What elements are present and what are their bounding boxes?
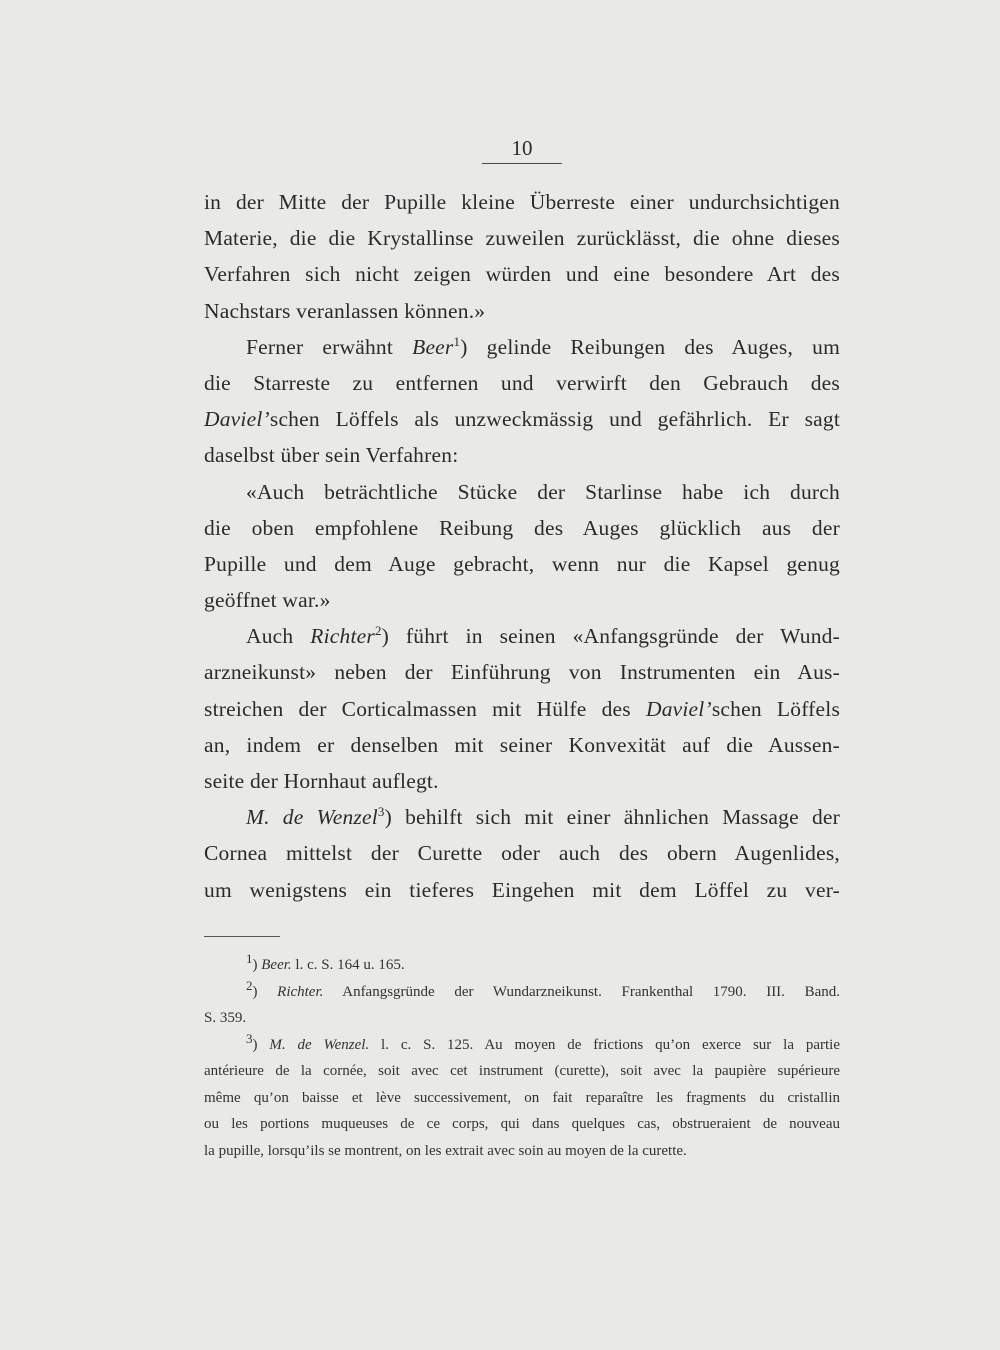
text-line: Pupille und dem Auge gebracht, wenn nur die Kapsel genug [204, 551, 840, 576]
text-run: Ferner erwähnt [246, 334, 413, 359]
text-line: daselbst über sein Verfahren: [204, 443, 459, 468]
footnote-3-cont: même qu’on baisse et lève successivement, on fait reparaître les fragments du cristallin [204, 1089, 840, 1106]
footnote-1 [204, 952, 840, 979]
footnote-3 [204, 1032, 840, 1059]
text-line: die oben empfohlene Reibung des Auges glücklich aus der [204, 515, 840, 540]
text-line: um wenigstens ein tieferes Eingehen mit dem Löffel zu ver- [204, 877, 840, 902]
text-line [204, 401, 840, 437]
text-run: ) behilft sich mit einer ähnlichen Massage der [384, 805, 841, 830]
text-run: Auch [246, 624, 311, 649]
footnote-3-cont: la pupille, lorsqu’ils se montrent, on les extrait avec soin au moyen de la curette. [204, 1142, 687, 1159]
footnotes [204, 952, 840, 1164]
footnote-ref: 1 [453, 333, 461, 349]
footnote-text: Anfangsgründe der Wundarzneikunst. Frankenthal 1790. III. Band. [323, 983, 840, 1000]
footnote-number: 3 [246, 1030, 253, 1046]
text-line: die Starreste zu entfernen und verwirft den Gebrauch des [204, 370, 840, 395]
footnote-number: 1 [246, 951, 253, 966]
footnote-2-cont: S. 359. [204, 1010, 247, 1026]
text-line: Materie, die die Krystallinse zuweilen zurücklässt, die ohne dieses [204, 226, 840, 251]
footnote-ref: 2 [374, 623, 382, 639]
text-line: Verfahren sich nicht zeigen würden und eine besondere Art des [204, 262, 840, 287]
text-line [204, 618, 840, 654]
page-number-rule [482, 163, 562, 164]
text-run: streichen der Corticalmassen mit Hülfe des [204, 696, 646, 721]
text-run: ) gelinde Reibungen des Auges, um [460, 334, 841, 359]
text-line: an, indem er denselben mit seiner Konvexität auf die Aussen- [204, 732, 840, 757]
footnote-number: 2 [246, 977, 253, 993]
text-line: arzneikunst» neben der Einführung von Instrumenten ein Aus- [204, 660, 840, 685]
text-line: in der Mitte der Pupille kleine Überreste einer undurchsichtigen [204, 190, 840, 214]
footnote-3-cont: antérieure de la cornée, soit avec cet instrument (curette), soit avec la paupière supérieure [204, 1063, 840, 1079]
text-line [204, 799, 840, 835]
footnote-text: l. c. S. 125. Au moyen de frictions qu’on exerce sur la partie [369, 1036, 840, 1053]
page-number: 10 [511, 136, 533, 160]
author-name: Richter [310, 624, 375, 649]
text-line [204, 329, 840, 365]
footnote-author: Richter. [277, 983, 324, 1000]
footnote-author: Beer. [261, 957, 292, 973]
text-line: geöffnet war.» [204, 588, 331, 613]
text-run: schen Löffels [711, 696, 841, 721]
author-name: Daviel’ [645, 696, 712, 721]
footnote-ref: 3 [377, 804, 385, 820]
text-line: Cornea mittelst der Curette oder auch des obern Augenlides, [204, 841, 840, 866]
footnote-paren: ) [252, 1036, 270, 1053]
author-name: Daviel’ [204, 407, 270, 432]
body-text [204, 184, 840, 908]
author-name: M. de Wenzel [246, 805, 378, 830]
text-line: Nachstars veranlassen können.» [204, 298, 486, 323]
text-line [204, 691, 840, 727]
footnote-paren: ) [252, 957, 262, 973]
text-run: ) führt in seinen «Anfangsgründe der Wund- [381, 624, 840, 649]
footnote-rule [204, 936, 280, 937]
text-run: schen Löffels als unzweckmässig und gefährlich. Er sagt [269, 407, 840, 432]
footnote-3-cont: ou les portions muqueuses de ce corps, qui dans quelques cas, obstrueraient de nouveau [204, 1116, 840, 1132]
footnote-paren: ) [252, 983, 278, 1000]
footnote-2 [204, 979, 840, 1006]
footnote-author: M. de Wenzel. [269, 1036, 370, 1053]
author-name: Beer [412, 334, 454, 359]
text-line: seite der Hornhaut auflegt. [204, 769, 439, 793]
text-line: «Auch beträchtliche Stücke der Starlinse habe ich durch [246, 479, 840, 504]
footnote-text: l. c. S. 164 u. 165. [291, 957, 405, 973]
